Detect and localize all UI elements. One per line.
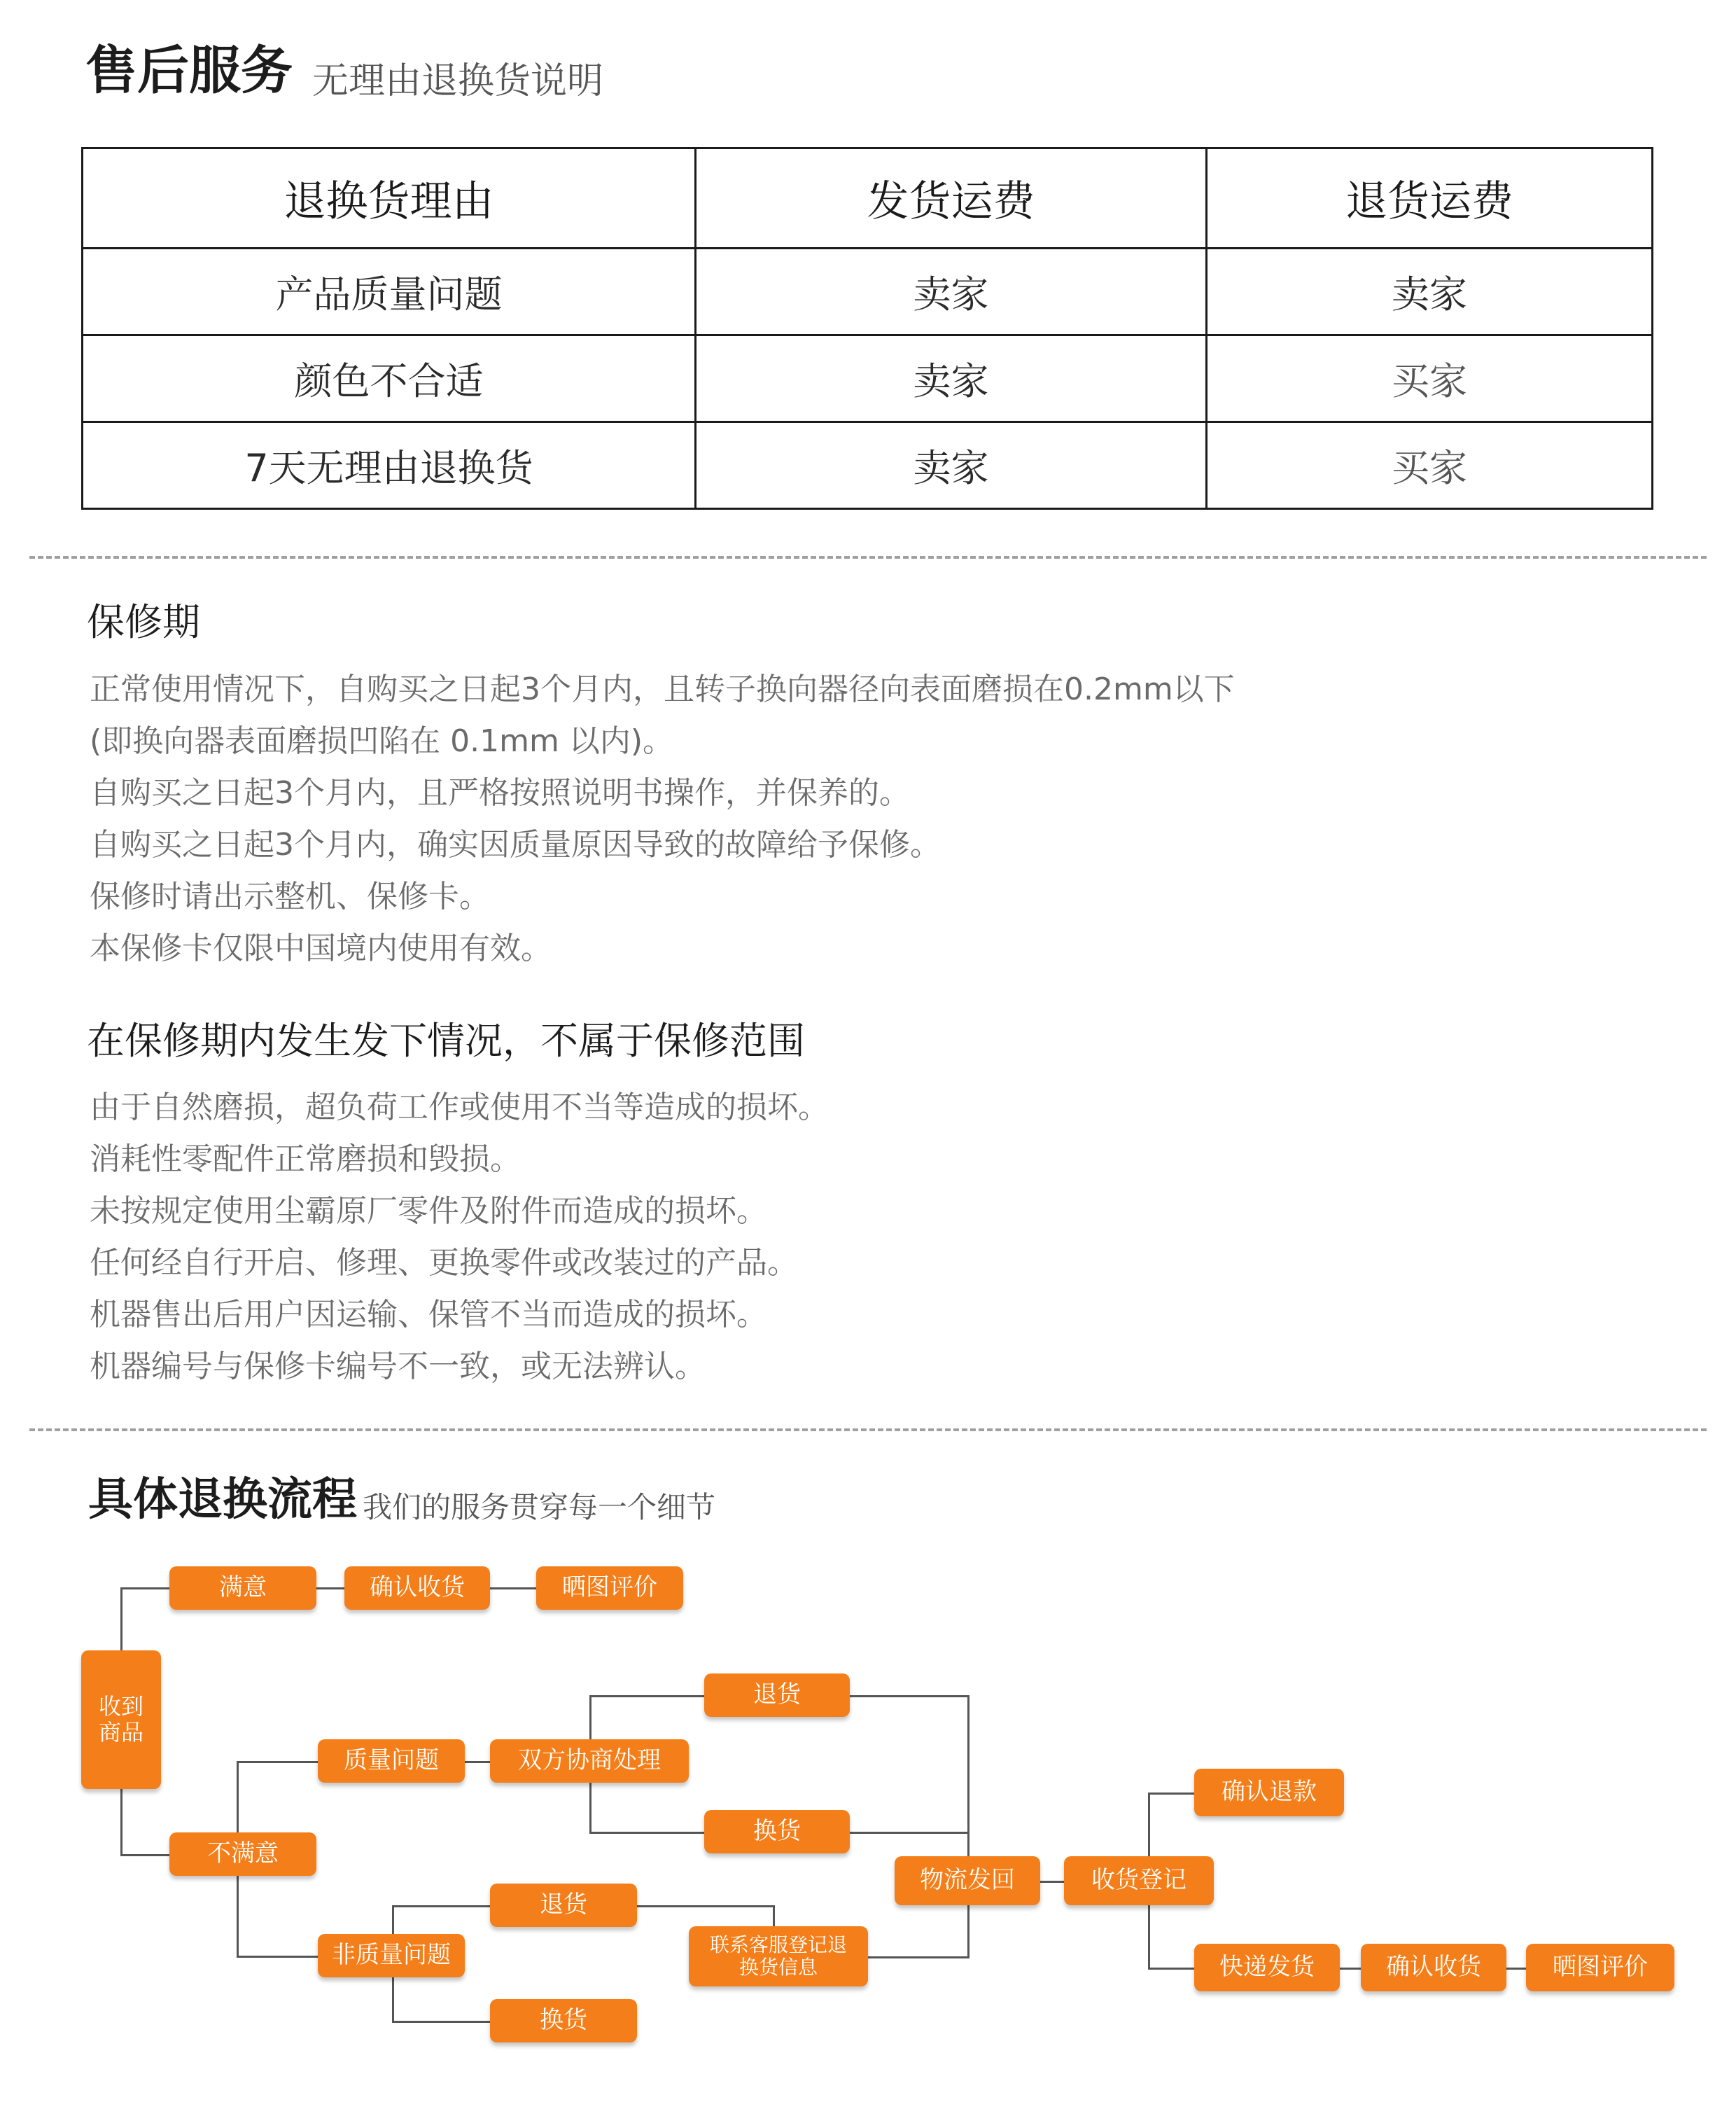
node-exchange: 换货	[704, 1810, 850, 1853]
table-cell: 卖家	[696, 422, 1207, 509]
header-reason: 退换货理由	[83, 148, 696, 249]
connector	[773, 1905, 775, 1926]
node-contact-service: 联系客服登记退 换货信息	[689, 1926, 868, 1986]
connector	[967, 1905, 969, 1958]
warranty-line: 自购买之日起3个月内，确实因质量原因导致的故障给予保修。	[90, 827, 941, 863]
exclusions-text	[90, 1082, 829, 1393]
table-header-row	[83, 148, 1653, 249]
node-return: 退货	[490, 1884, 637, 1927]
node-non-quality-issue: 非质量问题	[318, 1934, 465, 1977]
connector	[237, 1761, 318, 1763]
exclusion-line: 任何经自行开启、修理、更换零件或改装过的产品。	[90, 1245, 798, 1281]
node-confirm-receipt: 确认收货	[344, 1566, 490, 1610]
connector	[1040, 1881, 1064, 1883]
exclusions-title: 在保修期内发生发下情况，不属于保修范围	[87, 1019, 805, 1063]
divider	[29, 1428, 1707, 1431]
connector	[637, 1905, 774, 1907]
warranty-line: 保修时请出示整机、保修卡。	[90, 879, 490, 914]
connector	[850, 1832, 969, 1834]
table-cell: 卖家	[696, 249, 1207, 335]
page-title: 售后服务	[85, 41, 293, 101]
exclusion-line: 未按规定使用尘霸原厂零件及附件而造成的损坏。	[90, 1193, 767, 1229]
exclusion-line: 机器售出后用户因运输、保管不当而造成的损坏。	[90, 1297, 767, 1332]
warranty-title: 保修期	[87, 600, 200, 644]
node-return: 退货	[704, 1673, 850, 1717]
exclusion-line: 由于自然磨损，超负荷工作或使用不当等造成的损坏。	[90, 1090, 829, 1125]
warranty-line: 正常使用情况下，自购买之日起3个月内，且转子换向器径向表面磨损在0.2mm以下	[90, 671, 1235, 707]
connector	[1506, 1968, 1526, 1970]
connector	[316, 1587, 344, 1589]
table-cell: 卖家	[696, 335, 1207, 422]
divider	[29, 556, 1707, 559]
node-review: 晒图评价	[536, 1566, 683, 1610]
exclusion-line: 消耗性零配件正常磨损和毁损。	[90, 1141, 521, 1177]
flow-subtitle: 我们的服务贯穿每一个细节	[363, 1490, 716, 1524]
header-return-fee: 退货运费	[1207, 148, 1653, 249]
table-row	[83, 249, 1653, 335]
table-cell: 颜色不合适	[83, 335, 696, 422]
connector	[850, 1695, 969, 1697]
connector	[120, 1587, 169, 1589]
connector	[120, 1854, 169, 1856]
connector	[392, 2021, 490, 2023]
connector	[868, 1956, 969, 1958]
fees-table	[81, 147, 1653, 510]
node-satisfied: 满意	[169, 1566, 316, 1610]
node-received-goods: 收到 商品	[81, 1650, 161, 1789]
connector	[237, 1956, 318, 1958]
header-shipping-fee: 发货运费	[696, 148, 1207, 249]
table-row	[83, 335, 1653, 422]
warranty-line: (即换向器表面磨损凹陷在 0.1mm 以内)。	[90, 723, 674, 759]
node-ship-back: 物流发回	[895, 1856, 1040, 1905]
connector	[589, 1832, 704, 1834]
exclusion-line: 机器编号与保修卡编号不一致，或无法辨认。	[90, 1349, 706, 1384]
node-express-ship: 快递发货	[1194, 1944, 1340, 1991]
warranty-line: 本保修卡仅限中国境内使用有效。	[90, 931, 552, 966]
warranty-text	[90, 664, 1235, 975]
node-review: 晒图评价	[1526, 1944, 1674, 1991]
connector	[967, 1695, 969, 1856]
connector	[1148, 1793, 1194, 1795]
node-confirm-refund: 确认退款	[1194, 1769, 1344, 1816]
node-exchange: 换货	[490, 1999, 637, 2042]
table-row	[83, 422, 1653, 509]
connector	[465, 1761, 490, 1763]
table-cell: 产品质量问题	[83, 249, 696, 335]
node-unsatisfied: 不满意	[169, 1832, 316, 1876]
connector	[392, 1905, 490, 1907]
connector	[120, 1587, 122, 1650]
connector	[490, 1587, 536, 1589]
warranty-line: 自购买之日起3个月内，且严格按照说明书操作，并保养的。	[90, 775, 910, 811]
connector	[1148, 1968, 1194, 1970]
node-quality-issue: 质量问题	[318, 1739, 465, 1783]
page-subtitle: 无理由退换货说明	[312, 60, 604, 102]
node-receipt-register: 收货登记	[1064, 1856, 1214, 1905]
connector	[1340, 1968, 1361, 1970]
table-cell: 买家	[1207, 335, 1653, 422]
flow-title: 具体退换流程	[88, 1474, 357, 1526]
table-cell: 7天无理由退换货	[83, 422, 696, 509]
table-cell: 卖家	[1207, 249, 1653, 335]
table-cell: 买家	[1207, 422, 1653, 509]
node-negotiate: 双方协商处理	[490, 1739, 689, 1783]
node-confirm-receipt: 确认收货	[1361, 1944, 1506, 1991]
connector	[589, 1695, 704, 1697]
connector	[120, 1789, 122, 1854]
